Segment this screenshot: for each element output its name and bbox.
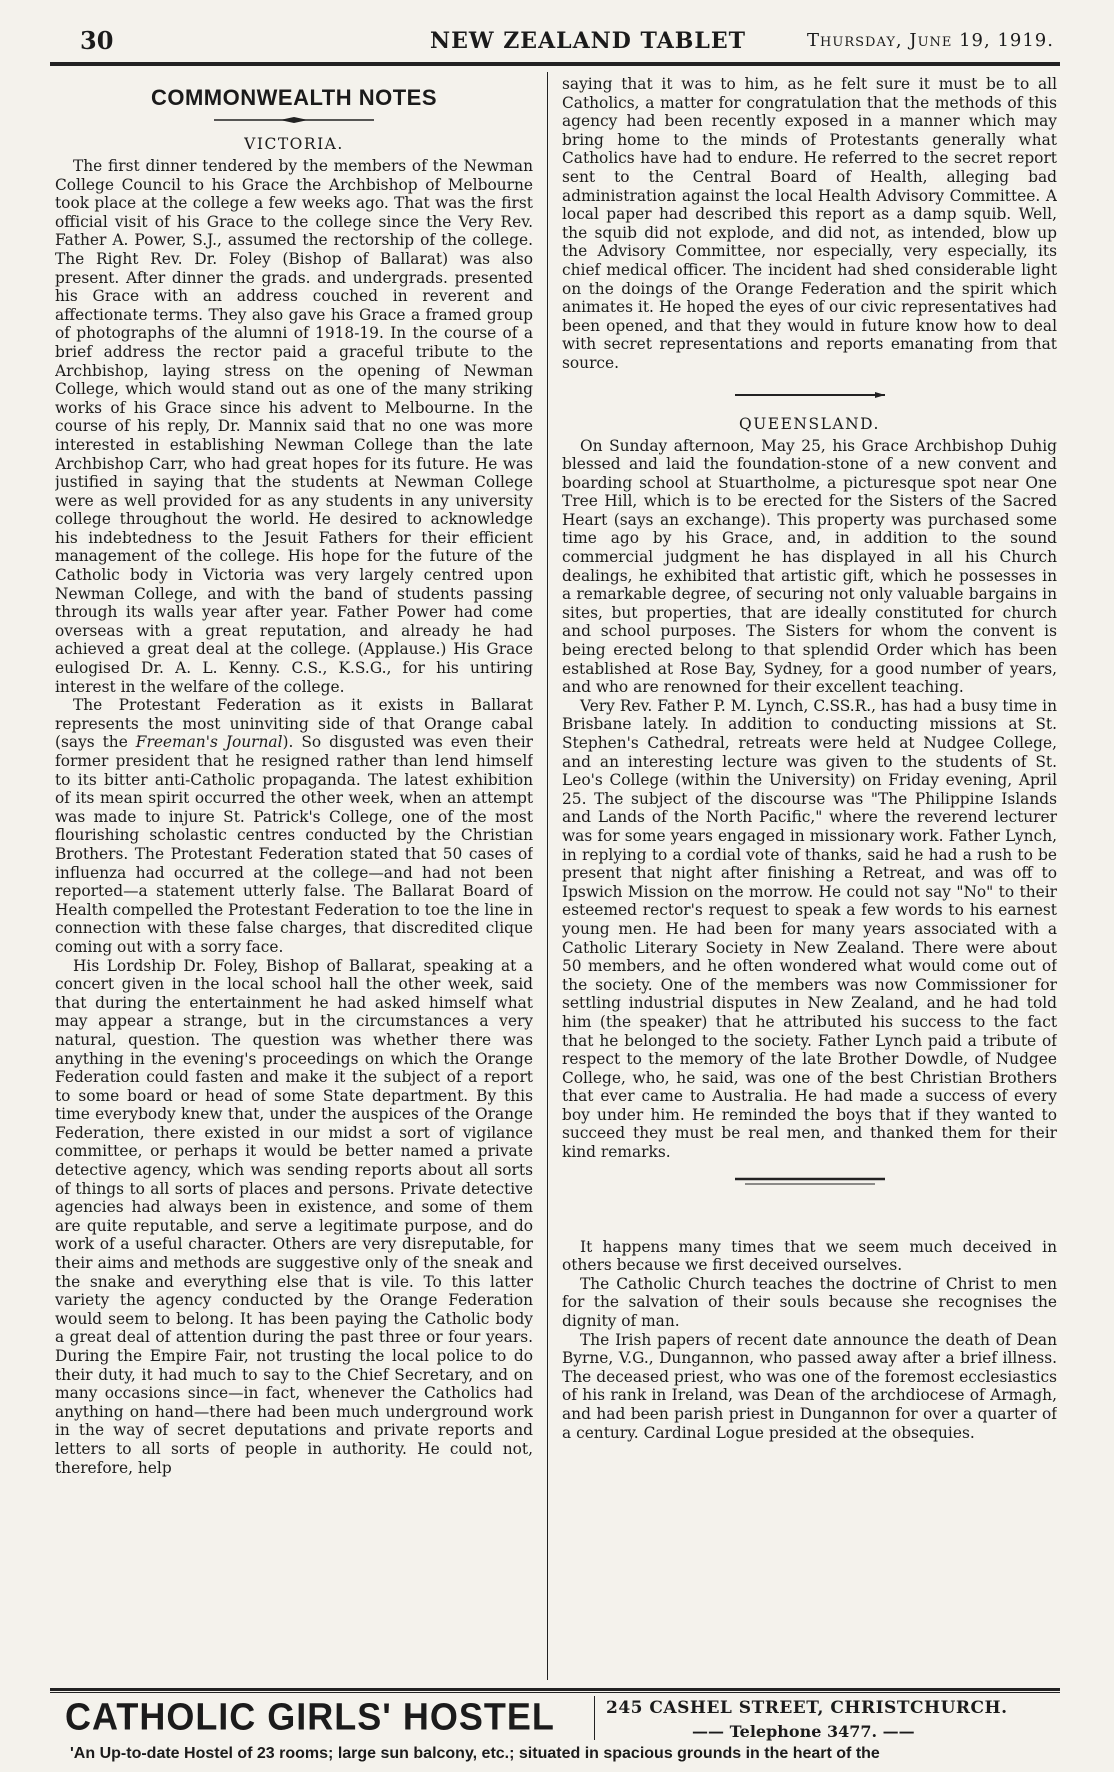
page-number: 30 bbox=[80, 26, 114, 55]
advert-hostel-name: CATHOLIC GIRLS' HOSTEL bbox=[65, 1694, 555, 1738]
newspaper-title: NEW ZEALAND TABLET bbox=[430, 28, 746, 54]
victoria-paragraph-3-continued: saying that it was to him, as he felt sure it must be to all Catholics, a matter for congratulation that the methods of this agency had been recently exposed in a manner which may bring home to the minds of Protestants generally what Catholics have had to endure. He referred to the secret report sent to the Central Board of Health, alleging bad administration against the local Health Advisory Committee. A local paper had described this report as a damp squib. Well, the squib did not explode, and did not, as intended, blow up the Advisory Committee, nor especially, very especially, its chief medical officer. The incident had shed considerable light on the doings of the Orange Federation and the spirit which animates it. He hoped the eyes of our civic representatives had been opened, and that they would in future know how to deal with secret representations and reports emanating from that source. bbox=[562, 75, 1057, 372]
header-rule-thin bbox=[50, 65, 1060, 66]
issue-date: Thursday, June 19, 1919. bbox=[807, 30, 1054, 51]
footer-rule-thin bbox=[50, 1692, 1060, 1693]
victoria-paragraph-3: His Lordship Dr. Foley, Bishop of Ballarat, speaking at a concert given in the local school hall the other week, said that during the entertainment he had asked himself what may appear a strange, but in the circumstances a very natural, question. The question was whether there was anything in the evening's proceedings on which the Orange Federation could fasten and make it the subject of a report to some board or head of some State department. By this time everybody knew that, under the auspices of the Orange Federation, there existed in our midst a sort of vigilance committee, or perhaps it would be better named a private detective agency, which was sending reports about all sorts of things to all sorts of places and persons. Private detective agencies had always been in existence, and some of them are quite reputable, and serve a legitimate purpose, and do work of a useful character. Others are very disreputable, for their aims and methods are suggestive only of the sneak and the snake and everything else that is vile. To this latter variety the agency conducted by the Orange Federation would seem to belong. It has been paying the Catholic body a great deal of attention during the past three or four years. During the Empire Fair, not trusting the local police to do their duty, it had much to say to the Chief Secretary, and on many occasions since—in fact, whenever the Catholics had anything on hand—there had been much underground work in the way of secret deputations and private reports and letters to all sorts of people in authority. He could not, therefore, help bbox=[55, 956, 533, 1477]
victoria-paragraph-2 bbox=[55, 696, 533, 956]
victoria-p2-text-a: The Protestant Federation as it exists in Ballarat represents the most uninviting side of that Orange cabal (says the bbox=[55, 696, 533, 752]
right-column bbox=[562, 75, 1057, 1680]
section-heading-queensland: QUEENSLAND. bbox=[739, 414, 880, 433]
article-title: COMMONWEALTH NOTES bbox=[150, 85, 437, 110]
footer-rule-thick bbox=[50, 1688, 1060, 1691]
filler-paragraph-3: The Irish papers of recent date announce the death of Dean Byrne, V.G., Dungannon, who passed away after a brief illness. The deceased priest, who was one of the foremost ecclesiastics of his rank in Ireland, was Dean of the archdiocese of Armagh, and had been parish priest in Dungannon for over a quarter of a century. Cardinal Logue presided at the obsequies. bbox=[562, 1330, 1057, 1442]
advert-telephone: —— Telephone 3477. —— bbox=[692, 1722, 915, 1741]
advert-tagline: 'An Up-to-date Hostel of 23 rooms; large sun balcony, etc.; situated in spacious grounds in the heart of the bbox=[70, 1745, 880, 1762]
left-column bbox=[55, 75, 533, 1680]
filler-paragraph-1: It happens many times that we seem much deceived in others because we first deceived ourselves. bbox=[562, 1237, 1057, 1275]
masthead bbox=[50, 18, 1060, 58]
queensland-paragraph-2: Very Rev. Father P. M. Lynch, C.SS.R., has had a busy time in Brisbane lately. In addition to conducting missions at St. Stephen's Cathedral, retreats were held at Nudgee College, and an interesting lecture was given to the students of St. Leo's College (within the University) on Friday evening, April 25. The subject of the discourse was "The Philippine Islands and Lands of the North Pacific," where the reverend lecturer was for some years engaged in missionary work. Father Lynch, in replying to a cordial vote of thanks, said he had a rush to be present that night after finishing a Retreat, and was off to Ipswich Mission on the morrow. He could not say "No" to their esteemed rector's request to speak a few words to his earnest young men. He had been for many years associated with a Catholic Literary Society in New Zealand. There were about 50 members, and he often wondered what would come out of the society. One of the members was now Commissioner for settling industrial disputes in New Zealand, and he had told him (the speaker) that he attributed his success to the fact that he belonged to the society. Father Lynch paid a tribute of respect to the memory of the late Brother Dowdle, of Nudgee College, who, he said, was one of the best Christian Brothers that ever came to Australia. He had made a success of every boy under him. He reminded the boys that if they wanted to succeed they must be real men, and thanked them for their kind remarks. bbox=[562, 696, 1057, 1162]
title-ornament bbox=[214, 115, 374, 125]
column-divider bbox=[547, 72, 548, 1680]
section-separator bbox=[735, 391, 885, 399]
advert-divider bbox=[594, 1696, 595, 1740]
victoria-p2-text-b: ). So disgusted was even their former president that he resigned rather than lend himself to its bitter anti-Catholic propaganda. The latest exhibition of its mean spirit occurred the other week, when an attempt was made to injure St. Patrick's College, one of the most flourishing scholastic centres conducted by the Christian Brothers. The Protestant Federation stated that 50 cases of influenza had occurred at the college—and had not been reported—a statement utterly false. The Ballarat Board of Health compelled the Protestant Federation to toe the line in connection with these false charges, that discredited clique coming out with a sorry face. bbox=[55, 733, 533, 956]
queensland-paragraph-1: On Sunday afternoon, May 25, his Grace Archbishop Duhig blessed and laid the foundation-stone of a new convent and boarding school at Stuartholme, a picturesque spot near One Tree Hill, which is to be erected for the Sisters of the Sacred Heart (says an exchange). This property was purchased some time ago by his Grace, and, in addition to the sound commercial judgment he has displayed in all his Church dealings, he exhibited that artistic gift, which he possesses in a remarkable degree, of securing not only valuable bargains in sites, but properties, that are ideally constituted for church and school purposes. The Sisters for whom the convent is being erected belong to that splendid Order which has been established at Rose Bay, Sydney, for a good number of years, and who are renowned for their excellent teaching. bbox=[562, 436, 1057, 697]
article-end-rule bbox=[735, 1176, 885, 1186]
publication-name: Freeman's Journal bbox=[135, 733, 283, 752]
section-heading-victoria: VICTORIA. bbox=[244, 135, 344, 153]
filler-paragraph-2: The Catholic Church teaches the doctrine of Christ to men for the salvation of their souls because she recognises the dignity of man. bbox=[562, 1274, 1057, 1331]
victoria-paragraph-1: The first dinner tendered by the members of the Newman College Council to his Grace the Archbishop of Melbourne took place at the college a few weeks ago. That was the first official visit of his Grace to the college since the Very Rev. Father A. Power, S.J., assumed the rectorship of the college. The Right Rev. Dr. Foley (Bishop of Ballarat) was also present. After dinner the grads. and undergrads. presented his Grace with an address couched in reverent and affectionate terms. They also gave his Grace a framed group of photographs of the alumni of 1918-19. In the course of a brief address the rector paid a graceful tribute to the Archbishop, laying stress on the opening of Newman College, which would stand out as one of the many striking works of his Grace since his advent to Melbourne. In the course of his reply, Dr. Mannix said that no one was more interested in establishing Newman College than the late Archbishop Carr, who had great hopes for its future. He was justified in saying that the students at Newman College were as well provided for as any students in any university college throughout the world. He desired to acknowledge his indebtedness to the Jesuit Fathers for their efficient management of the college. His hope for the future of the Catholic body in Victoria was very largely centred upon Newman College, and with the band of students passing through its walls year after year. Father Power had come overseas with a great reputation, and already he had achieved a great deal at the college. (Applause.) His Grace eulogised Dr. A. L. Kenny. C.S., K.S.G., for his untiring interest in the welfare of the college. bbox=[55, 157, 533, 696]
advert-address: 245 CASHEL STREET, CHRISTCHURCH. bbox=[606, 1698, 1008, 1718]
